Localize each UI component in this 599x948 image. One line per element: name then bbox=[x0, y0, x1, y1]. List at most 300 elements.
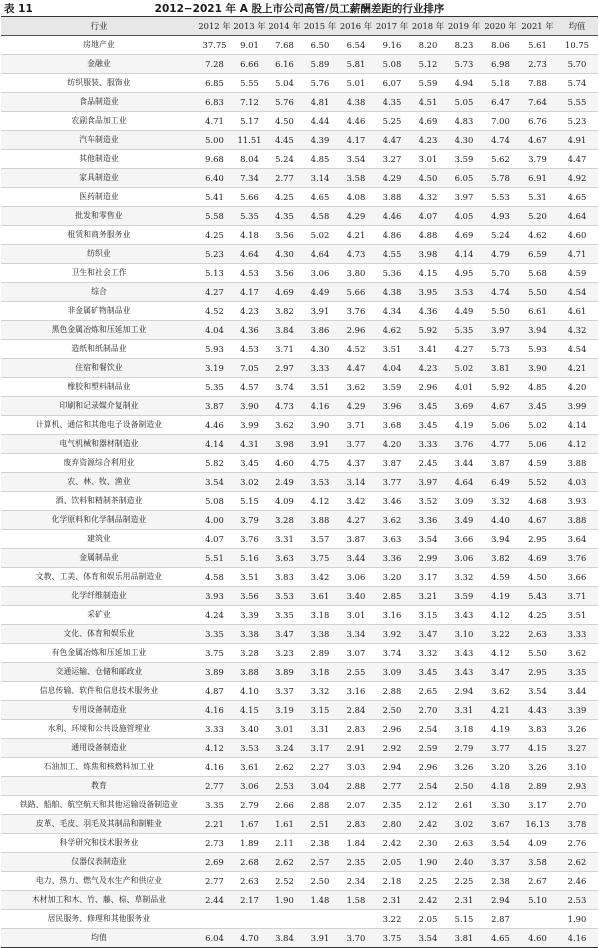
value-cell: 3.39 bbox=[232, 606, 267, 625]
value-cell: 5.92 bbox=[482, 378, 519, 397]
value-cell: 4.04 bbox=[374, 359, 410, 378]
value-cell: 4.43 bbox=[519, 701, 556, 720]
table-row bbox=[1, 891, 598, 910]
value-cell: 4.81 bbox=[302, 93, 338, 112]
value-cell: 4.77 bbox=[482, 435, 519, 454]
value-cell: 5.25 bbox=[374, 112, 410, 131]
value-cell: 5.23 bbox=[556, 112, 598, 131]
value-cell: 2.70 bbox=[410, 701, 446, 720]
value-cell: 2.50 bbox=[302, 872, 338, 891]
value-cell: 4.62 bbox=[374, 321, 410, 340]
average-value-cell: 4.60 bbox=[519, 929, 556, 948]
average-value-cell: 3.91 bbox=[302, 929, 338, 948]
value-cell: 4.95 bbox=[446, 264, 482, 283]
average-value-cell: 4.65 bbox=[482, 929, 519, 948]
value-cell bbox=[267, 910, 302, 929]
value-cell: 8.20 bbox=[410, 36, 446, 55]
value-cell: 5.02 bbox=[519, 416, 556, 435]
value-cell: 3.18 bbox=[302, 606, 338, 625]
value-cell: 5.66 bbox=[232, 188, 267, 207]
value-cell: 3.34 bbox=[338, 625, 374, 644]
value-cell: 4.09 bbox=[267, 492, 302, 511]
value-cell: 3.35 bbox=[197, 796, 232, 815]
value-cell: 4.49 bbox=[302, 283, 338, 302]
value-cell: 3.71 bbox=[267, 340, 302, 359]
value-cell: 3.18 bbox=[446, 720, 482, 739]
value-cell: 2.54 bbox=[410, 720, 446, 739]
value-cell: 2.62 bbox=[267, 853, 302, 872]
industry-cell: 租赁和商务服务业 bbox=[1, 226, 197, 245]
value-cell: 4.46 bbox=[374, 207, 410, 226]
value-cell: 3.92 bbox=[374, 625, 410, 644]
value-cell: 4.64 bbox=[446, 473, 482, 492]
value-cell: 4.50 bbox=[519, 568, 556, 587]
value-cell: 5.43 bbox=[519, 587, 556, 606]
table-row bbox=[1, 150, 598, 169]
value-cell: 3.90 bbox=[232, 397, 267, 416]
value-cell: 5.82 bbox=[197, 454, 232, 473]
industry-cell: 电力、热力、燃气及水生产和供应业 bbox=[1, 872, 197, 891]
value-cell: 3.53 bbox=[302, 473, 338, 492]
value-cell: 4.34 bbox=[374, 302, 410, 321]
value-cell: 5.35 bbox=[232, 207, 267, 226]
value-cell: 4.08 bbox=[338, 188, 374, 207]
value-cell: 4.65 bbox=[302, 188, 338, 207]
value-cell: 3.47 bbox=[410, 625, 446, 644]
value-cell: 4.15 bbox=[519, 739, 556, 758]
column-header: 2021 年 bbox=[519, 17, 556, 36]
value-cell: 4.53 bbox=[232, 264, 267, 283]
industry-cell: 皮革、毛皮、羽毛及其制品和制鞋业 bbox=[1, 815, 197, 834]
value-cell: 4.24 bbox=[197, 606, 232, 625]
value-cell: 3.04 bbox=[302, 777, 338, 796]
value-cell: 5.24 bbox=[267, 150, 302, 169]
value-cell: 3.14 bbox=[302, 169, 338, 188]
value-cell: 4.50 bbox=[410, 169, 446, 188]
value-cell: 3.63 bbox=[267, 549, 302, 568]
value-cell: 4.59 bbox=[482, 568, 519, 587]
table-row bbox=[1, 397, 598, 416]
value-cell: 5.53 bbox=[482, 188, 519, 207]
value-cell: 3.77 bbox=[338, 435, 374, 454]
table-row bbox=[1, 606, 598, 625]
value-cell: 2.27 bbox=[302, 758, 338, 777]
industry-cell: 农、林、牧、渔业 bbox=[1, 473, 197, 492]
value-cell: 4.69 bbox=[267, 283, 302, 302]
value-cell: 6.16 bbox=[267, 55, 302, 74]
value-cell: 5.78 bbox=[482, 169, 519, 188]
value-cell: 3.20 bbox=[482, 758, 519, 777]
value-cell: 4.12 bbox=[482, 644, 519, 663]
value-cell: 3.19 bbox=[197, 359, 232, 378]
value-cell: 3.33 bbox=[197, 720, 232, 739]
value-cell: 4.17 bbox=[338, 131, 374, 150]
value-cell: 9.01 bbox=[232, 36, 267, 55]
value-cell: 4.69 bbox=[446, 226, 482, 245]
value-cell: 5.55 bbox=[232, 74, 267, 93]
value-cell: 4.21 bbox=[338, 226, 374, 245]
value-cell: 3.88 bbox=[556, 511, 598, 530]
value-cell: 4.16 bbox=[197, 701, 232, 720]
value-cell: 4.27 bbox=[197, 283, 232, 302]
value-cell: 4.03 bbox=[556, 473, 598, 492]
table-row bbox=[1, 302, 598, 321]
value-cell: 3.16 bbox=[374, 606, 410, 625]
value-cell: 2.70 bbox=[556, 796, 598, 815]
value-cell: 4.15 bbox=[410, 264, 446, 283]
value-cell: 3.32 bbox=[482, 492, 519, 511]
value-cell: 3.15 bbox=[410, 606, 446, 625]
value-cell: 4.58 bbox=[302, 207, 338, 226]
value-cell: 3.54 bbox=[410, 530, 446, 549]
value-cell: 6.76 bbox=[519, 112, 556, 131]
value-cell: 6.47 bbox=[482, 93, 519, 112]
value-cell: 4.21 bbox=[556, 359, 598, 378]
industry-cell: 综合 bbox=[1, 283, 197, 302]
value-cell: 3.89 bbox=[197, 663, 232, 682]
table-row bbox=[1, 55, 598, 74]
value-cell: 4.61 bbox=[556, 302, 598, 321]
value-cell: 5.70 bbox=[556, 55, 598, 74]
industry-cell: 农副食品加工业 bbox=[1, 112, 197, 131]
value-cell: 5.10 bbox=[519, 891, 556, 910]
value-cell: 5.73 bbox=[446, 55, 482, 74]
value-cell: 6.59 bbox=[519, 245, 556, 264]
value-cell: 3.42 bbox=[302, 568, 338, 587]
value-cell: 2.80 bbox=[374, 815, 410, 834]
value-cell: 3.97 bbox=[482, 321, 519, 340]
table-label: 表 11 bbox=[4, 3, 33, 15]
value-cell: 4.23 bbox=[410, 359, 446, 378]
value-cell: 5.31 bbox=[519, 188, 556, 207]
value-cell: 2.38 bbox=[482, 872, 519, 891]
value-cell: 3.62 bbox=[556, 644, 598, 663]
value-cell: 3.95 bbox=[410, 283, 446, 302]
value-cell: 4.47 bbox=[338, 359, 374, 378]
value-cell: 4.67 bbox=[519, 511, 556, 530]
value-cell: 1.61 bbox=[267, 815, 302, 834]
value-cell: 4.30 bbox=[267, 245, 302, 264]
industry-cell: 水利、环境和公共设施管理业 bbox=[1, 720, 197, 739]
value-cell: 4.27 bbox=[338, 511, 374, 530]
value-cell: 3.87 bbox=[482, 454, 519, 473]
value-cell: 3.59 bbox=[374, 378, 410, 397]
value-cell: 1.89 bbox=[232, 834, 267, 853]
value-cell: 4.49 bbox=[446, 302, 482, 321]
average-value-cell: 4.70 bbox=[232, 929, 267, 948]
average-value-cell: 6.04 bbox=[197, 929, 232, 948]
value-cell: 3.49 bbox=[446, 511, 482, 530]
value-cell: 2.91 bbox=[338, 739, 374, 758]
value-cell: 2.87 bbox=[482, 910, 519, 929]
value-cell: 5.41 bbox=[197, 188, 232, 207]
value-cell: 3.20 bbox=[374, 568, 410, 587]
value-cell: 2.59 bbox=[410, 739, 446, 758]
industry-cell: 金属制品业 bbox=[1, 549, 197, 568]
value-cell: 2.94 bbox=[446, 682, 482, 701]
value-cell: 3.62 bbox=[374, 511, 410, 530]
column-header-industry: 行业 bbox=[1, 17, 197, 36]
value-cell: 2.25 bbox=[410, 872, 446, 891]
value-cell: 5.93 bbox=[519, 340, 556, 359]
value-cell: 2.96 bbox=[410, 378, 446, 397]
value-cell: 3.98 bbox=[267, 435, 302, 454]
value-cell: 5.23 bbox=[197, 245, 232, 264]
table-body bbox=[1, 36, 598, 948]
value-cell: 3.17 bbox=[410, 568, 446, 587]
value-cell: 3.24 bbox=[267, 739, 302, 758]
value-cell: 3.88 bbox=[556, 454, 598, 473]
value-cell: 3.69 bbox=[446, 397, 482, 416]
value-cell: 4.19 bbox=[482, 720, 519, 739]
industry-cell: 橡胶和塑料制品业 bbox=[1, 378, 197, 397]
value-cell: 3.43 bbox=[446, 644, 482, 663]
value-cell: 3.43 bbox=[446, 663, 482, 682]
value-cell: 2.77 bbox=[267, 169, 302, 188]
table-row bbox=[1, 245, 598, 264]
value-cell: 5.08 bbox=[197, 492, 232, 511]
table-row bbox=[1, 169, 598, 188]
value-cell: 5.36 bbox=[374, 264, 410, 283]
value-cell: 3.56 bbox=[232, 587, 267, 606]
value-cell: 4.93 bbox=[482, 207, 519, 226]
value-cell: 3.87 bbox=[338, 530, 374, 549]
value-cell: 4.85 bbox=[302, 150, 338, 169]
value-cell: 3.94 bbox=[519, 321, 556, 340]
value-cell: 4.37 bbox=[338, 454, 374, 473]
average-value-cell: 3.54 bbox=[410, 929, 446, 948]
value-cell: 7.34 bbox=[232, 169, 267, 188]
table-row bbox=[1, 910, 598, 929]
value-cell: 11.51 bbox=[232, 131, 267, 150]
value-cell: 4.85 bbox=[519, 378, 556, 397]
value-cell bbox=[302, 910, 338, 929]
value-cell: 5.16 bbox=[232, 549, 267, 568]
value-cell: 4.21 bbox=[482, 701, 519, 720]
value-cell: 3.45 bbox=[410, 663, 446, 682]
column-header: 2013 年 bbox=[232, 17, 267, 36]
value-cell: 3.15 bbox=[302, 701, 338, 720]
value-cell: 2.73 bbox=[197, 834, 232, 853]
value-cell: 3.77 bbox=[482, 739, 519, 758]
table-row bbox=[1, 131, 598, 150]
value-cell: 3.02 bbox=[232, 473, 267, 492]
value-cell: 2.51 bbox=[302, 815, 338, 834]
value-cell: 4.29 bbox=[374, 169, 410, 188]
table-row bbox=[1, 815, 598, 834]
column-header: 2019 年 bbox=[446, 17, 482, 36]
value-cell: 3.63 bbox=[374, 530, 410, 549]
value-cell: 4.91 bbox=[556, 131, 598, 150]
value-cell: 3.31 bbox=[446, 701, 482, 720]
value-cell: 3.81 bbox=[482, 359, 519, 378]
table-row bbox=[1, 283, 598, 302]
value-cell: 4.25 bbox=[519, 606, 556, 625]
value-cell: 3.07 bbox=[338, 644, 374, 663]
value-cell: 2.96 bbox=[338, 321, 374, 340]
industry-cell: 木材加工和木、竹、藤、棕、草制品业 bbox=[1, 891, 197, 910]
value-cell: 4.69 bbox=[519, 549, 556, 568]
value-cell: 3.79 bbox=[519, 150, 556, 169]
value-cell: 4.20 bbox=[556, 378, 598, 397]
value-cell: 3.01 bbox=[410, 150, 446, 169]
value-cell: 5.06 bbox=[482, 416, 519, 435]
value-cell: 4.23 bbox=[232, 302, 267, 321]
value-cell: 4.71 bbox=[556, 245, 598, 264]
value-cell: 3.09 bbox=[446, 492, 482, 511]
value-cell: 3.57 bbox=[302, 530, 338, 549]
column-header: 2012 年 bbox=[197, 17, 232, 36]
value-cell: 4.64 bbox=[302, 245, 338, 264]
value-cell: 3.54 bbox=[482, 834, 519, 853]
value-cell: 3.40 bbox=[338, 587, 374, 606]
value-cell: 3.61 bbox=[232, 758, 267, 777]
value-cell: 5.17 bbox=[232, 112, 267, 131]
value-cell: 4.46 bbox=[338, 112, 374, 131]
value-cell: 2.63 bbox=[446, 834, 482, 853]
value-cell: 3.97 bbox=[410, 473, 446, 492]
value-cell: 3.01 bbox=[267, 720, 302, 739]
value-cell: 5.02 bbox=[302, 226, 338, 245]
value-cell: 3.61 bbox=[302, 587, 338, 606]
value-cell: 3.99 bbox=[556, 397, 598, 416]
value-cell: 2.31 bbox=[374, 891, 410, 910]
value-cell: 6.85 bbox=[197, 74, 232, 93]
table-row bbox=[1, 739, 598, 758]
value-cell: 5.70 bbox=[482, 264, 519, 283]
table-row bbox=[1, 777, 598, 796]
value-cell: 3.53 bbox=[446, 283, 482, 302]
table-row bbox=[1, 226, 598, 245]
value-cell: 3.38 bbox=[232, 625, 267, 644]
value-cell: 3.31 bbox=[302, 720, 338, 739]
value-cell: 4.20 bbox=[374, 435, 410, 454]
value-cell: 9.16 bbox=[374, 36, 410, 55]
value-cell: 3.33 bbox=[556, 625, 598, 644]
table-title: 2012−2021 年 A 股上市公司高管/员工薪酬差距的行业排序 bbox=[154, 3, 445, 15]
industry-cell: 建筑业 bbox=[1, 530, 197, 549]
value-cell: 4.19 bbox=[446, 416, 482, 435]
value-cell: 3.21 bbox=[410, 587, 446, 606]
value-cell: 5.50 bbox=[519, 283, 556, 302]
value-cell: 4.07 bbox=[197, 530, 232, 549]
industry-cell: 黑色金属冶炼和压延加工业 bbox=[1, 321, 197, 340]
table-row bbox=[1, 378, 598, 397]
value-cell: 4.54 bbox=[556, 340, 598, 359]
value-cell: 3.54 bbox=[338, 150, 374, 169]
value-cell: 2.79 bbox=[446, 739, 482, 758]
industry-cell: 铁路、船舶、航空航天和其他运输设备制造业 bbox=[1, 796, 197, 815]
value-cell: 5.74 bbox=[556, 74, 598, 93]
value-cell: 2.34 bbox=[338, 872, 374, 891]
value-cell: 4.46 bbox=[197, 416, 232, 435]
value-cell: 3.88 bbox=[232, 663, 267, 682]
value-cell: 2.77 bbox=[197, 777, 232, 796]
value-cell: 5.08 bbox=[374, 55, 410, 74]
value-cell: 16.13 bbox=[519, 815, 556, 834]
value-cell: 3.66 bbox=[446, 530, 482, 549]
value-cell: 2.53 bbox=[267, 777, 302, 796]
value-cell: 6.98 bbox=[482, 55, 519, 74]
value-cell: 3.17 bbox=[519, 796, 556, 815]
value-cell: 3.38 bbox=[302, 625, 338, 644]
table-row bbox=[1, 872, 598, 891]
value-cell: 3.59 bbox=[446, 587, 482, 606]
value-cell: 3.56 bbox=[267, 226, 302, 245]
value-cell: 2.44 bbox=[197, 891, 232, 910]
value-cell: 7.28 bbox=[197, 55, 232, 74]
value-cell: 7.05 bbox=[232, 359, 267, 378]
value-cell: 3.37 bbox=[482, 853, 519, 872]
value-cell: 7.68 bbox=[267, 36, 302, 55]
industry-cell: 专用设备制造业 bbox=[1, 701, 197, 720]
value-cell: 4.35 bbox=[267, 207, 302, 226]
value-cell: 7.88 bbox=[519, 74, 556, 93]
value-cell: 2.05 bbox=[410, 910, 446, 929]
value-cell: 4.27 bbox=[446, 340, 482, 359]
value-cell: 3.22 bbox=[482, 625, 519, 644]
value-cell: 3.23 bbox=[267, 644, 302, 663]
industry-cell: 住宿和餐饮业 bbox=[1, 359, 197, 378]
value-cell: 1.67 bbox=[232, 815, 267, 834]
table-row bbox=[1, 36, 598, 55]
table-row bbox=[1, 359, 598, 378]
value-cell: 3.96 bbox=[374, 397, 410, 416]
value-cell: 3.35 bbox=[556, 663, 598, 682]
value-cell: 3.68 bbox=[374, 416, 410, 435]
value-cell: 4.94 bbox=[446, 74, 482, 93]
value-cell: 4.31 bbox=[232, 435, 267, 454]
value-cell: 4.59 bbox=[519, 454, 556, 473]
value-cell: 5.00 bbox=[197, 131, 232, 150]
value-cell: 4.40 bbox=[482, 511, 519, 530]
value-cell: 3.71 bbox=[338, 416, 374, 435]
value-cell: 5.15 bbox=[446, 910, 482, 929]
value-cell: 2.79 bbox=[232, 796, 267, 815]
value-cell: 3.10 bbox=[446, 625, 482, 644]
value-cell: 3.88 bbox=[302, 511, 338, 530]
table-row bbox=[1, 112, 598, 131]
value-cell: 4.75 bbox=[302, 454, 338, 473]
value-cell: 4.23 bbox=[410, 131, 446, 150]
value-cell: 2.83 bbox=[338, 815, 374, 834]
value-cell: 5.89 bbox=[302, 55, 338, 74]
value-cell: 4.83 bbox=[446, 112, 482, 131]
value-cell: 4.25 bbox=[197, 226, 232, 245]
value-cell: 3.51 bbox=[374, 340, 410, 359]
value-cell: 2.35 bbox=[374, 796, 410, 815]
column-header: 2020 年 bbox=[482, 17, 519, 36]
value-cell: 6.83 bbox=[197, 93, 232, 112]
table-row bbox=[1, 473, 598, 492]
average-value-cell: 4.16 bbox=[556, 929, 598, 948]
table-row bbox=[1, 758, 598, 777]
value-cell: 3.09 bbox=[374, 663, 410, 682]
value-cell: 5.52 bbox=[519, 473, 556, 492]
industry-cell: 文化、体育和娱乐业 bbox=[1, 625, 197, 644]
value-cell: 4.65 bbox=[556, 188, 598, 207]
table-row bbox=[1, 264, 598, 283]
average-row bbox=[1, 929, 598, 948]
value-cell: 2.50 bbox=[446, 777, 482, 796]
value-cell: 4.51 bbox=[410, 93, 446, 112]
value-cell: 2.49 bbox=[267, 473, 302, 492]
value-cell: 2.94 bbox=[374, 758, 410, 777]
value-cell: 3.44 bbox=[446, 454, 482, 473]
table-row bbox=[1, 853, 598, 872]
value-cell: 5.04 bbox=[267, 74, 302, 93]
table-row bbox=[1, 435, 598, 454]
